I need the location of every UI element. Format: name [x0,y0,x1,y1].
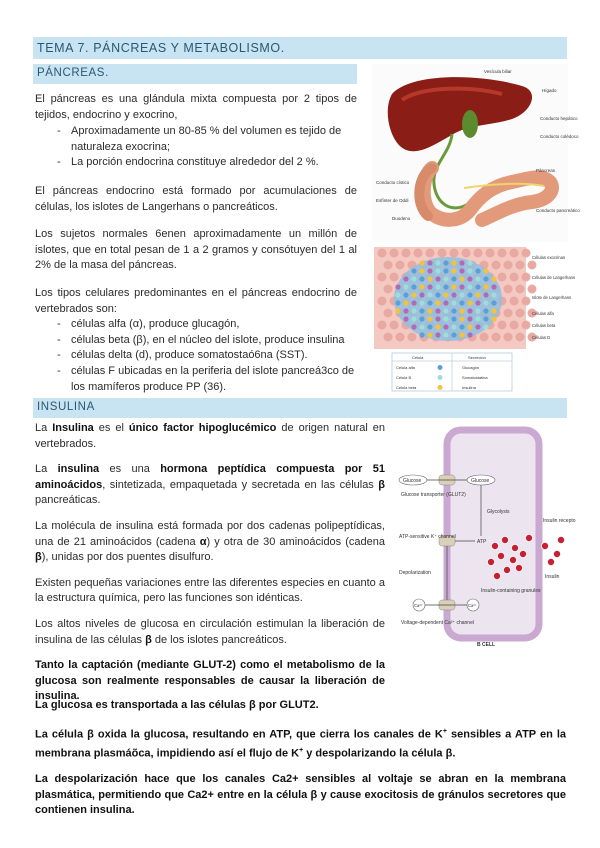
islet-cell [483,308,488,313]
calcium-inside-label: Ca²⁺ [468,603,477,608]
islet-cell [419,276,424,281]
anatomy-label: Páncreas [536,168,556,173]
islet-cell [443,284,448,289]
insulin-granule [497,552,504,559]
islet-cell [427,292,432,297]
islet-cell [475,300,480,305]
islet-cell [411,324,416,329]
insulina-text [35,421,385,705]
insulin-granule [501,536,508,543]
list-item: - Aproximadamente un 80-85 % del volumen es tejido de naturaleza exocrina; [35,124,357,155]
islet-cell [491,276,496,281]
islet-cell [491,284,496,289]
islet-cell [435,292,440,297]
islet-cell [491,300,496,305]
acinar-cell [510,273,519,282]
islet-cell [483,268,488,273]
list-item: - células F ubicadas en la periferia del islote pancreá3co de los mamíferos produce PP (36). [35,364,357,395]
islet-cell [467,332,472,337]
islet-cell [411,308,416,313]
transporter-label: Glucose transporter (GLUT2) [401,492,466,498]
islet-label: Células alfa [532,311,554,316]
islet-cell [467,268,472,273]
islet-cell [459,308,464,313]
islet-cell [427,308,432,313]
acinar-cell [528,285,537,294]
islet-cell [411,276,416,281]
islet-cell [419,268,424,273]
islet-cell [451,324,456,329]
calcium-channel-label: Voltage-dependent Ca²⁺ channel [401,620,474,626]
acinar-cell [480,333,489,342]
islet-table-cell: Célula B [396,375,412,380]
insulin-granule [515,564,522,571]
acinar-cell [528,261,537,270]
islet-cell [459,324,464,329]
islet-cell [459,292,464,297]
islet-cell [427,276,432,281]
islet-cell [411,316,416,321]
list [35,124,357,171]
islet-cell [411,292,416,297]
acinar-cell [402,249,411,258]
islet-cell [419,324,424,329]
islet-cell [475,276,480,281]
islet-cell [443,276,448,281]
paragraph: La despolarización hace que los canales Ca2+ sensibles al voltaje se abran en la membrana plasmática, permitiendo que Ca2+ entre en la célula β y cause exocitosis de gránulos secretores que contienen insulina. [35,773,566,817]
insulin-granule [511,544,518,551]
islet-cell [403,284,408,289]
anatomy-label: Esfínter de Oddi [376,198,409,203]
islet-figure [372,245,576,393]
islet-table-cell: Insulina [462,385,476,390]
section-heading-pancreas: PÁNCREAS. [33,64,357,84]
islet-cell [451,316,456,321]
paragraph: Los sujetos normales 6enen aproximadamente un millón de islotes, que en total pesan de 1 a 2 gramos y consótuyen del 1 al 2% de la masa del páncreas. [35,228,357,272]
anatomy-label: Conducto colédoco [540,134,579,139]
islet-cell [459,300,464,305]
insulina-text-wide [35,698,566,819]
islet-cell [459,260,464,265]
acinar-cell [384,261,393,270]
islet-cell [427,300,432,305]
islet-cell [411,284,416,289]
insulin-granule [547,558,554,565]
acinar-cell [522,297,531,306]
islet-cell [395,292,400,297]
depolarization-label: Depolarization [399,570,431,576]
islet-cell [459,332,464,337]
islet-table-cell: Célula alfa [396,365,415,370]
pancreas-text [35,92,357,395]
islet-cell [443,300,448,305]
islet-cell [427,260,432,265]
islet-cell [443,332,448,337]
islet-cell [475,292,480,297]
islet-cell [395,284,400,289]
beta-cell-diagram [395,428,576,652]
insulin-granule [509,556,516,563]
acinar-cell [486,249,495,258]
cell-label: B CELL [477,642,496,648]
acinar-cell [516,333,525,342]
islet-cell [467,300,472,305]
acinar-cell [510,297,519,306]
islet-table-head: Secreción [468,355,486,360]
acinar-cell [498,249,507,258]
islet-illustration [372,245,576,393]
islet-cell [395,308,400,313]
islet-cell [451,284,456,289]
islet-label: Células de Langerhans [532,275,576,280]
islet-cell [427,332,432,337]
islet-cell [491,308,496,313]
islet-cell [403,300,408,305]
insulin-granule [525,534,532,541]
islet-cell [435,316,440,321]
insulin-granule [553,550,560,557]
islet-cell [419,260,424,265]
insulin-granule [541,542,548,549]
anatomy-label: Conducto hepático [540,116,578,121]
islet-cell [451,308,456,313]
islet-table-head: Célula [412,355,424,360]
anatomy-label: Duodeno [392,216,411,221]
list-item: - La porción endocrina constituye alrededor del 2 %. [35,155,357,171]
atp-label: ATP [477,539,487,545]
acinar-cell [522,321,531,330]
islet-cell [483,276,488,281]
acinar-cell [516,261,525,270]
acinar-cell [450,249,459,258]
islet-cell [483,284,488,289]
islet-cell [483,300,488,305]
islet-cell [419,332,424,337]
insulin-receptor-label: Insulin recepto [543,518,576,524]
acinar-cell [492,261,501,270]
acinar-cell [438,249,447,258]
islet-cell [467,284,472,289]
acinar-cell [474,249,483,258]
paragraph: Existen pequeñas variaciones entre las diferentes especies en cuanto a la estructura química, pero las funciones son idénticas. [35,576,385,605]
islet-cell [451,292,456,297]
acinar-cell [462,249,471,258]
islet-cell [419,300,424,305]
islet-cell [467,324,472,329]
islet-cell [483,324,488,329]
islet-cell [427,284,432,289]
islet-cell [443,324,448,329]
islet-cell [451,260,456,265]
islet-label: Células exocrinas [532,255,566,260]
acinar-cell [390,273,399,282]
anatomy-label: Conducto pancreático [536,208,580,213]
islet-cell [403,292,408,297]
insulin-granule [557,536,564,543]
islet-cell [435,260,440,265]
islet-cell [475,308,480,313]
paragraph: La molécula de insulina está formada por dos cadenas polipeptídicas, una de 21 aminoácidos (cadena α) y otra de 30 aminoácidos (cadena β), unidas por dos puentes disulfuro. [35,519,385,564]
islet-cell [475,316,480,321]
acinar-cell [510,321,519,330]
acinar-cell [516,309,525,318]
islet-cell [459,284,464,289]
acinar-cell [498,273,507,282]
insulin-granule [487,558,494,565]
islet-cell [451,268,456,273]
acinar-cell [408,333,417,342]
islet-cell [395,300,400,305]
islet-cell [443,316,448,321]
acinar-cell [396,333,405,342]
list [35,317,357,395]
islet-cell [435,332,440,337]
islet-cell [427,324,432,329]
islet-cell [419,316,424,321]
acinar-cell [522,249,531,258]
islet-cell [459,276,464,281]
acinar-cell [504,333,513,342]
glucose-outside-label: Glucose [403,478,422,484]
insulin-granule [503,566,510,573]
acinar-cell [390,249,399,258]
acinar-cell [516,285,525,294]
islet-cell [419,308,424,313]
acinar-cell [504,261,513,270]
list-item: - células delta (d), produce somatostaó6na (SST). [35,348,357,364]
islet-cell [451,332,456,337]
islet-cell [403,276,408,281]
insulin-granule [519,550,526,557]
islet-cell [467,308,472,313]
paragraph: Los altos niveles de glucosa en circulación estimulan la liberación de insulina de las células β de los islotes pancreáticos. [35,617,385,646]
islet-cell [475,284,480,289]
acinar-cell [384,309,393,318]
islet-cell [483,316,488,321]
acinar-cell [504,309,513,318]
beta-cell-figure [395,428,576,652]
paragraph: Tanto la captación (mediante GLUT-2) como el metabolismo de la glucosa son realmente responsables de causar la liberación de insulina. [35,659,385,703]
section-heading-insulina: INSULINA [33,398,567,418]
anatomy-label: Hígado [542,88,557,93]
page-title: TEMA 7. PÁNCREAS Y METABOLISMO. [33,37,567,59]
islet-cell [427,316,432,321]
acinar-cell [390,321,399,330]
insulin-granule [493,572,500,579]
atp-channel-label: ATP-sensitive K⁺ channel [399,534,456,540]
insulin-granule [491,542,498,549]
islet-cell [435,308,440,313]
acinar-cell [426,249,435,258]
glycolysis-label: Glycolysis [487,509,510,515]
islet-cell [459,316,464,321]
acinar-cell [492,333,501,342]
paragraph: La insulina es una hormona peptídica compuesta por 51 aminoácidos, sintetizada, empaquetada y secretada en las células β pancreáticas. [35,463,385,507]
islet-table-cell: Somatostatina [462,375,488,380]
acinar-cell [396,261,405,270]
islet-cell [419,284,424,289]
islet-cell [467,316,472,321]
calcium-outside-label: Ca²⁺ [414,603,423,608]
islet-cell [467,260,472,265]
islet-cell [403,308,408,313]
islet-cell [491,292,496,297]
islet-cell [443,268,448,273]
acinar-cell [522,273,531,282]
acinar-cell [378,297,387,306]
acinar-cell [384,333,393,342]
islet-cell [475,268,480,273]
islet-cell [411,300,416,305]
glucose-inside-label: Glucose [471,478,490,484]
liver-pancreas-illustration [372,64,580,242]
paragraph: La célula β oxida la glucosa, resultando en ATP, que cierra los canales de K+ sensibles a ATP en la membrana plasmáõca, impidiendo así el flujo de K+ y despolarizando la célula β. [35,727,567,760]
islet-cell [491,316,496,321]
acinar-cell [384,285,393,294]
islet-cell [443,260,448,265]
paragraph: La Insulina es el único factor hipoglucémico de origen natural en vertebrados. [35,422,385,450]
list-item: - células beta (β), en el núcleo del islote, produce insulina [35,333,357,349]
islet-label: Células beta [532,323,556,328]
islet-cell [467,276,472,281]
islet-table-cell: Célula beta [396,385,417,390]
islet-cell [427,268,432,273]
acinar-cell [378,249,387,258]
islet-cell [435,324,440,329]
insulin-label: Insulin [545,574,560,580]
anatomy-figure [372,64,580,242]
anatomy-label: Conducto cístico [376,180,410,185]
acinar-cell [504,285,513,294]
islet-cell [467,292,472,297]
islet-cell [435,276,440,281]
islet-cell [435,284,440,289]
acinar-cell [378,273,387,282]
islet-cell [419,292,424,297]
islet-table-cell: Glucagón [462,365,480,370]
acinar-cell [498,321,507,330]
islet-label: Islote de Langerhans [532,295,572,300]
islet-cell [475,324,480,329]
islet-cell [403,316,408,321]
list-item: - células alfa (α), produce glucagón, [35,317,357,333]
granules-label: Insulin-containing granules [481,588,541,594]
islet-cell [459,268,464,273]
islet-cell [451,300,456,305]
paragraph: La glucosa es transportada a las células β por GLUT2. [35,699,319,711]
islet-cell [451,276,456,281]
acinar-cell [378,321,387,330]
islet-cell [435,300,440,305]
acinar-cell [414,249,423,258]
islet-cell [483,292,488,297]
islet-label: Células D [532,335,551,340]
paragraph: El páncreas es una glándula mixta compuesta por 2 tipos de tejidos, endocrino y exocrino, [35,93,357,121]
paragraph: Los tipos celulares predominantes en el páncreas endocrino de vertebrados son: [35,286,357,315]
islet-cell [435,268,440,273]
anatomy-label: Vesícula biliar [484,69,512,74]
paragraph: El páncreas endocrino está formado por acumulaciones de células, los islotes de Langerhans o pancreáticos. [35,184,357,213]
acinar-cell [510,249,519,258]
islet-cell [443,292,448,297]
islet-cell [411,268,416,273]
islet-cell [443,308,448,313]
